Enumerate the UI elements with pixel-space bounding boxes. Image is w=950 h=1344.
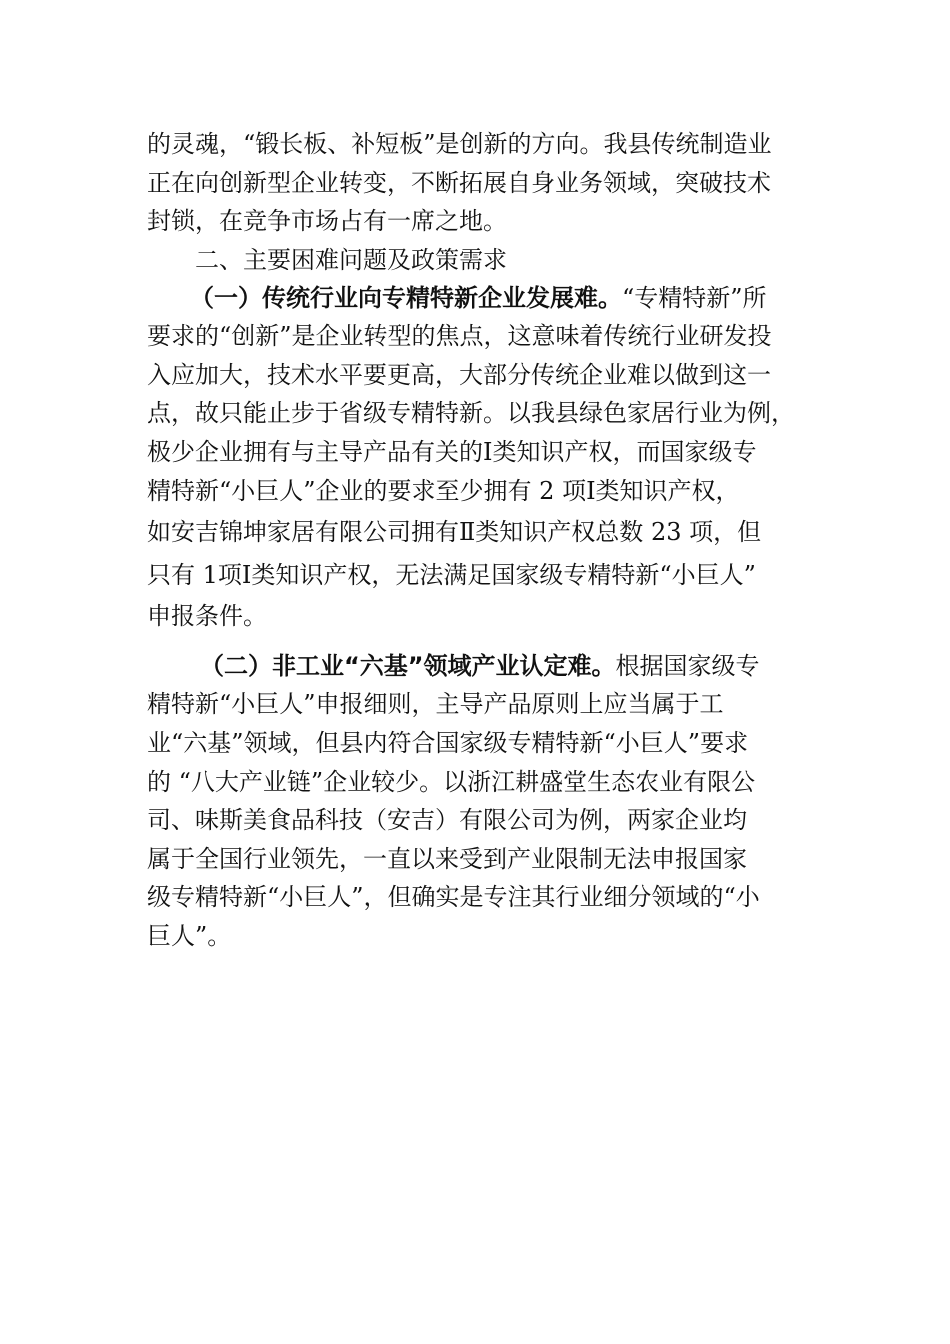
subsection-2-title: （二）非工业“六基”领域产业认定难。 [200,652,616,680]
intro-line: 的灵魂，“锻长板、补短板”是创新的方向。我县传统制造业 [147,130,772,158]
subsection-2-first-line [200,648,820,684]
paragraph-line: 入应加大，技术水平要更高，大部分传统企业难以做到这一 [147,361,771,389]
subsection-1-title: （一）传统行业向专精特新企业发展难。 [190,284,622,312]
subsection-2-first-line-text: 根据国家级专 [615,652,760,680]
intro-line: 封锁，在竞争市场占有一席之地。 [147,207,507,235]
paragraph-line: 点，故只能止步于省级专精特新。以我县绿色家居行业为例， [147,399,795,427]
paragraph-line: 极少企业拥有与主导产品有关的Ⅰ类知识产权，而国家级专 [147,438,757,466]
paragraph-line: 司、味斯美食品科技（安吉）有限公司为例，两家企业均 [147,806,747,834]
intro-line: 正在向创新型企业转变，不断拓展自身业务领域，突破技术 [147,169,771,197]
paragraph-line: 业“六基”领域，但县内符合国家级专精特新“小巨人”要求 [147,729,749,757]
paragraph-line: 属于全国行业领先，一直以来受到产业限制无法申报国家 [147,845,747,873]
subsection-1-first-line-text: “专精特新”所 [622,284,767,312]
section-heading: 二、主要困难问题及政策需求 [195,246,507,274]
paragraph-line: 级专精特新“小巨人”，但确实是专注其行业细分领域的“小 [147,883,760,911]
paragraph-line: 巨人”。 [147,922,232,950]
subsection-1-first-line [190,280,820,316]
paragraph-line: 精特新“小巨人”申报细则，主导产品原则上应当属于工 [147,690,724,718]
paragraph-line: 只有 1项Ⅰ类知识产权，无法满足国家级专精特新“小巨人” [147,561,756,589]
paragraph-line: 精特新“小巨人”企业的要求至少拥有 2 项Ⅰ类知识产权， [147,477,740,505]
paragraph-line: 的 “八大产业链”企业较少。以浙江耕盛堂生态农业有限公 [147,768,756,796]
paragraph-line: 申报条件。 [147,602,267,630]
paragraph-line: 如安吉锦坤家居有限公司拥有Ⅱ类知识产权总数 23 项，但 [147,518,762,546]
paragraph-line: 要求的“创新”是企业转型的焦点，这意味着传统行业研发投 [147,322,772,350]
